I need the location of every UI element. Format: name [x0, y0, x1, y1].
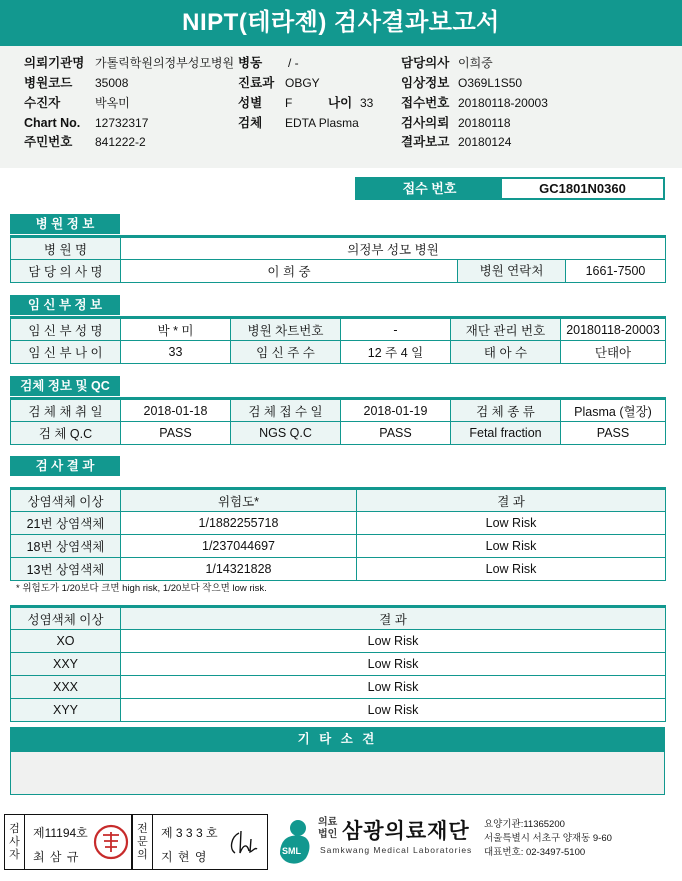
- org-name: 삼광의료재단: [342, 820, 470, 843]
- column-header: 결 과: [121, 607, 666, 630]
- table-row: [11, 260, 666, 283]
- specimen-qc-label: 검 체 Q.C: [11, 422, 121, 445]
- header-label: 진료과: [238, 76, 275, 90]
- header-label: 검사의뢰: [401, 116, 450, 130]
- foundation-number-label: 재단 관리 번호: [451, 318, 561, 341]
- sml-logo: [272, 814, 316, 870]
- table-row: [11, 318, 666, 341]
- specialist-license: 제 3 3 3 호: [161, 826, 218, 840]
- hospital-name-value: 의정부 성모 병원: [121, 237, 666, 260]
- result-value: Low Risk: [121, 676, 666, 699]
- reception-number-box: [355, 177, 665, 200]
- header-value: 35008: [95, 76, 129, 90]
- remarks-body: [10, 752, 665, 795]
- logo-text: SML: [282, 846, 301, 856]
- specialist-signature-box: [132, 814, 268, 870]
- specimen-type-value: Plasma (혈장): [561, 399, 666, 422]
- chromosome-name: XXX: [11, 676, 121, 699]
- org-address: 서울특별시 서초구 양재동 9-60: [484, 833, 612, 844]
- chromosome-name: 21번 상염색체: [11, 512, 121, 535]
- autosome-results-table: [10, 487, 666, 581]
- table-row: [11, 512, 666, 535]
- header-label: 접수번호: [401, 96, 450, 110]
- report-title: NIPT(테라젠) 검사결과보고서: [0, 0, 682, 46]
- header-value: 이희중: [458, 56, 493, 70]
- header-label: 병원코드: [24, 76, 73, 90]
- org-prefix-bottom: 법인: [318, 829, 338, 840]
- header-value: 20180118-20003: [458, 96, 548, 110]
- table-row: [11, 699, 666, 722]
- org-english-name: Samkwang Medical Laboratories: [320, 845, 473, 855]
- examiner-name: 최 삼 규: [33, 850, 80, 864]
- chromosome-name: 18번 상염색체: [11, 535, 121, 558]
- specimen-qc-value: PASS: [121, 422, 231, 445]
- header-value: / -: [288, 56, 299, 70]
- patient-header: [0, 46, 682, 168]
- reception-value: GC1801N0360: [539, 181, 626, 196]
- section-pregnancy-info: 임 신 부 정 보: [10, 295, 120, 315]
- risk-value: 1/237044697: [121, 535, 357, 558]
- table-row: [11, 341, 666, 364]
- result-value: Low Risk: [357, 512, 666, 535]
- divider: [0, 168, 682, 171]
- table-row: [11, 237, 666, 260]
- header-label: 주민번호: [24, 135, 73, 149]
- header-label: Chart No.: [24, 116, 81, 130]
- fetal-fraction-value: PASS: [561, 422, 666, 445]
- result-value: Low Risk: [121, 699, 666, 722]
- chart-number-label: 병원 차트번호: [231, 318, 341, 341]
- header-label: 수진자: [24, 96, 61, 110]
- pregnancy-info-table: [10, 316, 666, 364]
- table-row: [11, 422, 666, 445]
- header-label: 담당의사: [401, 56, 450, 70]
- section-hospital-info: 병 원 정 보: [10, 214, 120, 234]
- header-label: 나이: [328, 96, 353, 110]
- header-value: 841222-2: [95, 135, 146, 149]
- table-row: [11, 630, 666, 653]
- table-header-row: [11, 489, 666, 512]
- header-value: 박옥미: [95, 96, 130, 110]
- risk-value: 1/1882255718: [121, 512, 357, 535]
- specimen-type-label: 검 체 종 류: [451, 399, 561, 422]
- table-row: [11, 676, 666, 699]
- risk-value: 1/14321828: [121, 558, 357, 581]
- examiner-signature-box: [4, 814, 132, 870]
- chart-number-value: -: [341, 318, 451, 341]
- header-value: 12732317: [95, 116, 149, 130]
- remarks-title: 기 타 소 견: [10, 727, 665, 752]
- header-value: 20180124: [458, 135, 512, 149]
- doctor-label: 담 당 의 사 명: [11, 260, 121, 283]
- chromosome-name: 13번 상염색체: [11, 558, 121, 581]
- examiner-license: 제11194호: [33, 826, 88, 840]
- header-value: OBGY: [285, 76, 320, 90]
- header-label: 임상정보: [401, 76, 450, 90]
- column-header: 상염색체 이상: [11, 489, 121, 512]
- sex-chromosome-table: [10, 605, 666, 722]
- table-row: [11, 558, 666, 581]
- header-label: 의뢰기관명: [24, 56, 85, 70]
- contact-label: 병원 연락처: [458, 260, 566, 282]
- org-prefix-top: 의료: [318, 817, 338, 828]
- collect-date-value: 2018-01-18: [121, 399, 231, 422]
- specialist-side-label: 전문의: [133, 815, 153, 869]
- pregnant-name-label: 임 신 부 성 명: [11, 318, 121, 341]
- org-phone: 대표번호: 02-3497-5100: [484, 847, 586, 858]
- ngs-qc-label: NGS Q.C: [231, 422, 341, 445]
- header-value: EDTA Plasma: [285, 116, 359, 130]
- gestation-weeks-label: 임 신 주 수: [231, 341, 341, 364]
- section-specimen-info: 검체 정보 및 QC: [10, 376, 120, 396]
- foundation-number-value: 20180118-20003: [561, 318, 666, 341]
- column-header: 위험도*: [121, 489, 357, 512]
- receive-date-value: 2018-01-19: [341, 399, 451, 422]
- fetus-count-value: 단태아: [561, 341, 666, 364]
- table-row: [11, 535, 666, 558]
- pregnant-age-value: 33: [121, 341, 231, 364]
- pregnant-age-label: 임 신 부 나 이: [11, 341, 121, 364]
- column-header: 성염색체 이상: [11, 607, 121, 630]
- org-contact: [484, 818, 612, 860]
- header-label: 성별: [238, 96, 263, 110]
- hospital-info-table: [10, 235, 666, 283]
- org-code: 요양기관:11365200: [484, 819, 565, 830]
- table-header-row: [11, 607, 666, 630]
- header-value: F: [285, 96, 293, 110]
- fetal-fraction-label: Fetal fraction: [451, 422, 561, 445]
- header-label: 결과보고: [401, 135, 450, 149]
- reception-label: 접수 번호: [357, 179, 502, 198]
- chromosome-name: XYY: [11, 699, 121, 722]
- contact-cell: [458, 260, 666, 283]
- collect-date-label: 검 체 채 취 일: [11, 399, 121, 422]
- seal-stamp-icon: [93, 823, 129, 861]
- table-row: [11, 399, 666, 422]
- pregnant-name-value: 박 * 미: [121, 318, 231, 341]
- gestation-weeks-value: 12 주 4 일: [341, 341, 451, 364]
- chromosome-name: XXY: [11, 653, 121, 676]
- receive-date-label: 검 체 접 수 일: [231, 399, 341, 422]
- doctor-value: 이 희 중: [121, 260, 458, 283]
- ngs-qc-value: PASS: [341, 422, 451, 445]
- header-value: O369L1S50: [458, 76, 523, 90]
- result-value: Low Risk: [357, 558, 666, 581]
- contact-value: 1661-7500: [585, 264, 646, 278]
- chromosome-name: XO: [11, 630, 121, 653]
- header-label: 병동: [238, 56, 263, 70]
- risk-footnote: * 위험도가 1/20보다 크면 high risk, 1/20보다 작으면 low risk.: [16, 583, 267, 594]
- examiner-side-label: 검사자: [5, 815, 25, 869]
- fetus-count-label: 태 아 수: [451, 341, 561, 364]
- header-value: 20180118: [458, 116, 511, 130]
- sml-logo-icon: [272, 814, 316, 870]
- column-header: 결 과: [357, 489, 666, 512]
- handwritten-signature-icon: [225, 827, 261, 859]
- specimen-info-table: [10, 397, 666, 445]
- header-value: 33: [360, 96, 374, 110]
- header-label: 검체: [238, 116, 263, 130]
- specialist-name: 지 현 영: [161, 850, 208, 864]
- result-value: Low Risk: [121, 630, 666, 653]
- result-value: Low Risk: [357, 535, 666, 558]
- org-prefix: [318, 817, 337, 841]
- hospital-name-label: 병 원 명: [11, 237, 121, 260]
- result-value: Low Risk: [121, 653, 666, 676]
- section-test-results: 검 사 결 과: [10, 456, 120, 476]
- table-row: [11, 653, 666, 676]
- header-value: 가톨릭학원의정부성모병원: [95, 56, 235, 70]
